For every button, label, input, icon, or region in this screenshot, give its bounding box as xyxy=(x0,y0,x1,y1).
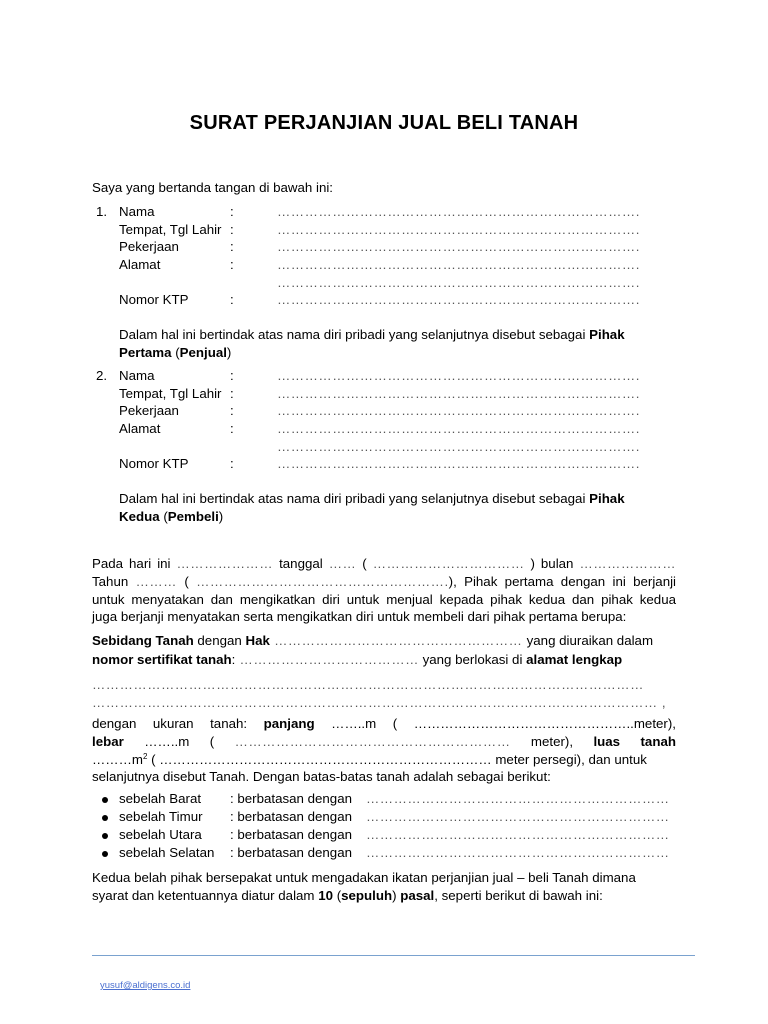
bullet xyxy=(102,797,108,803)
border-text: : berbatasan dengan xyxy=(230,845,352,860)
bold-text: lebar xyxy=(92,734,124,749)
fill-in-dots: ………………………………… xyxy=(235,652,419,667)
border-side: sebelah Timur xyxy=(119,809,203,824)
bold-text: sepuluh xyxy=(341,888,393,903)
fill-in-dots: ……………………………………………………………………. xyxy=(277,368,640,383)
fill-in-dots: ………………………………………………………… xyxy=(366,827,670,842)
field-colon: : xyxy=(230,292,234,307)
fill-in-dots: ……………………………………………………………………. xyxy=(277,257,640,272)
fill-in-dots: ………………………………………………………… xyxy=(366,791,670,806)
field-colon: : xyxy=(230,368,234,383)
paragraph-3-line-1: Kedua belah pihak bersepakat untuk mengadakan ikatan perjanjian jual – beli Tanah dimana xyxy=(92,870,636,885)
text: ( xyxy=(362,556,367,571)
footer-rule xyxy=(92,955,695,956)
paragraph-1-line-1 xyxy=(92,555,676,573)
fill-in-dots: ……………………………………………………………………. xyxy=(277,292,640,307)
role-paren: ( xyxy=(163,509,168,524)
paragraph-1-line-2 xyxy=(92,573,676,591)
text: tanah: xyxy=(210,716,248,731)
bold-text: 10 xyxy=(318,888,333,903)
fill-in-dots: ………………… xyxy=(176,556,274,571)
fill-in-dots: ……………………………………………………………………. xyxy=(277,239,640,254)
border-text: : berbatasan dengan xyxy=(230,791,352,806)
superscript: 2 xyxy=(142,752,148,761)
field-label-alamat: Alamat xyxy=(119,421,161,436)
bold-text: luas xyxy=(593,734,621,749)
text: ( ………………………………………………………………… meter persegi), dan untuk xyxy=(147,752,647,767)
fill-in-dots: ……………………………………………… xyxy=(269,633,527,648)
bullet xyxy=(102,833,108,839)
field-label-nama: Nama xyxy=(119,204,155,219)
role-paren: ) xyxy=(226,345,232,360)
text: Pada hari ini xyxy=(92,556,171,571)
field-colon: : xyxy=(230,386,234,401)
fill-in-dots: …… xyxy=(328,556,357,571)
fill-in-dots: ……………………………………………………………………. xyxy=(277,222,640,237)
text: dengan xyxy=(193,633,246,648)
fill-in-dots: …………………………………………………… xyxy=(234,734,511,749)
footer-email-link[interactable]: yusuf@aldigens.co.id xyxy=(100,980,191,991)
paragraph-2-line-2 xyxy=(92,651,678,669)
bold-text: nomor sertifikat tanah xyxy=(92,652,232,667)
border-text: : berbatasan dengan xyxy=(230,827,352,842)
bold-text: alamat lengkap xyxy=(526,652,623,667)
text: dengan xyxy=(92,716,137,731)
field-label-ktp: Nomor KTP xyxy=(119,292,189,307)
intro-text: Saya yang bertanda tangan di bawah ini: xyxy=(92,180,333,195)
bold-text: Hak xyxy=(245,633,270,648)
field-colon: : xyxy=(230,403,234,418)
text: yang diuraikan dalam xyxy=(526,633,654,648)
statement-text: Dalam hal ini bertindak atas nama diri pribadi yang selanjutnya disebut sebagai xyxy=(119,327,586,342)
border-side: sebelah Barat xyxy=(119,791,202,806)
paragraph-3-line-2 xyxy=(92,887,678,905)
role-paren: ( xyxy=(175,345,180,360)
text: …………………………………………..meter), xyxy=(413,716,676,731)
text: : xyxy=(231,652,236,667)
role-name: Penjual xyxy=(179,345,227,360)
text: yang berlokasi di xyxy=(418,652,527,667)
field-colon: : xyxy=(230,239,234,254)
field-colon: : xyxy=(230,456,234,471)
text: syarat dan ketentuannya diatur dalam xyxy=(92,888,319,903)
paragraph-2-line-8: selanjutnya disebut Tanah. Dengan batas-batas tanah adalah sebagai berikut: xyxy=(92,769,551,784)
party-2-statement xyxy=(119,491,625,506)
text: tanggal xyxy=(279,556,323,571)
text: ………m xyxy=(92,752,143,767)
border-text: : berbatasan dengan xyxy=(230,809,352,824)
statement-text: Dalam hal ini bertindak atas nama diri pribadi yang selanjutnya disebut sebagai xyxy=(119,491,586,506)
text: meter), xyxy=(530,734,574,749)
bullet xyxy=(102,851,108,857)
field-label-alamat: Alamat xyxy=(119,257,161,272)
paragraph-1-line-4: juga berjanji menyatakan serta mengikatkan diri untuk membeli dari pihak pertama berupa: xyxy=(92,609,627,624)
field-colon: : xyxy=(230,222,234,237)
party-1-number: 1. xyxy=(96,204,108,219)
role-label: Pihak xyxy=(589,327,625,342)
bold-text: Sebidang Tanah xyxy=(92,633,194,648)
text: ) xyxy=(392,888,401,903)
party-1-statement xyxy=(119,327,625,342)
fill-in-dots: ……………………………………………………………………. xyxy=(277,275,640,290)
bold-text: tanah xyxy=(640,734,676,749)
fill-in-dots: ………………………………………………………………………………………………………… xyxy=(92,677,644,692)
text: ), Pihak pertama dengan ini berjanji xyxy=(448,574,677,589)
fill-in-dots: ………………………………………………. xyxy=(196,574,449,589)
text: , seperti berikut di bawah ini: xyxy=(434,888,603,903)
text: ) bulan xyxy=(530,556,574,571)
field-label-nama: Nama xyxy=(119,368,155,383)
text: Tahun xyxy=(92,574,129,589)
text: ……..m xyxy=(331,716,377,731)
bullet xyxy=(102,815,108,821)
paragraph-2-line-5 xyxy=(92,715,676,733)
paragraph-1-line-3: untuk menyatakan dan mengikatkan diri untuk menjual kepada pihak kedua dan pihak kedua xyxy=(92,592,676,607)
border-side: sebelah Selatan xyxy=(119,845,215,860)
field-label-ktp: Nomor KTP xyxy=(119,456,189,471)
fill-in-dots: ……………………………………………………………………. xyxy=(277,456,640,471)
field-label-pekerjaan: Pekerjaan xyxy=(119,239,179,254)
field-colon: : xyxy=(230,257,234,272)
role-paren: ) xyxy=(218,509,224,524)
fill-in-dots: ……………………………………………………………………. xyxy=(277,204,640,219)
text: ( xyxy=(392,716,398,731)
document-title: SURAT PERJANJIAN JUAL BELI TANAH xyxy=(189,112,579,134)
fill-in-dots: ……………………………………………………………………. xyxy=(277,421,640,436)
bold-text: panjang xyxy=(263,716,315,731)
text: ukuran xyxy=(152,716,194,731)
role-label: Kedua xyxy=(119,509,160,524)
field-label-ttl: Tempat, Tgl Lahir xyxy=(119,222,222,237)
text: ……..m xyxy=(144,734,190,749)
role-label: Pertama xyxy=(119,345,172,360)
fill-in-dots: ………………………………………………………… xyxy=(366,845,670,860)
fill-in-dots: …………………………………………………………………………………………………………… , xyxy=(92,695,667,710)
field-colon: : xyxy=(230,204,234,219)
paragraph-2-line-6 xyxy=(92,733,676,751)
fill-in-dots: ……… xyxy=(135,574,177,589)
text: ( xyxy=(333,888,342,903)
party-2-number: 2. xyxy=(96,368,108,383)
fill-in-dots: …………………………… xyxy=(372,556,525,571)
text: ( xyxy=(209,734,215,749)
paragraph-2-line-7 xyxy=(92,751,678,769)
paragraph-2-line-1 xyxy=(92,632,678,650)
bold-text: pasal xyxy=(400,888,435,903)
role-name: Pembeli xyxy=(167,509,219,524)
field-label-pekerjaan: Pekerjaan xyxy=(119,403,179,418)
fill-in-dots: ………………… xyxy=(579,556,677,571)
text: ( xyxy=(184,574,189,589)
party-1-role xyxy=(119,345,231,360)
role-label: Pihak xyxy=(589,491,625,506)
fill-in-dots: ………………………………………………………… xyxy=(366,809,670,824)
party-2-role xyxy=(119,509,223,524)
fill-in-dots: ……………………………………………………………………. xyxy=(277,403,640,418)
border-side: sebelah Utara xyxy=(119,827,202,842)
fill-in-dots: ……………………………………………………………………. xyxy=(277,439,640,454)
fill-in-dots: ……………………………………………………………………. xyxy=(277,386,640,401)
field-label-ttl: Tempat, Tgl Lahir xyxy=(119,386,222,401)
field-colon: : xyxy=(230,421,234,436)
